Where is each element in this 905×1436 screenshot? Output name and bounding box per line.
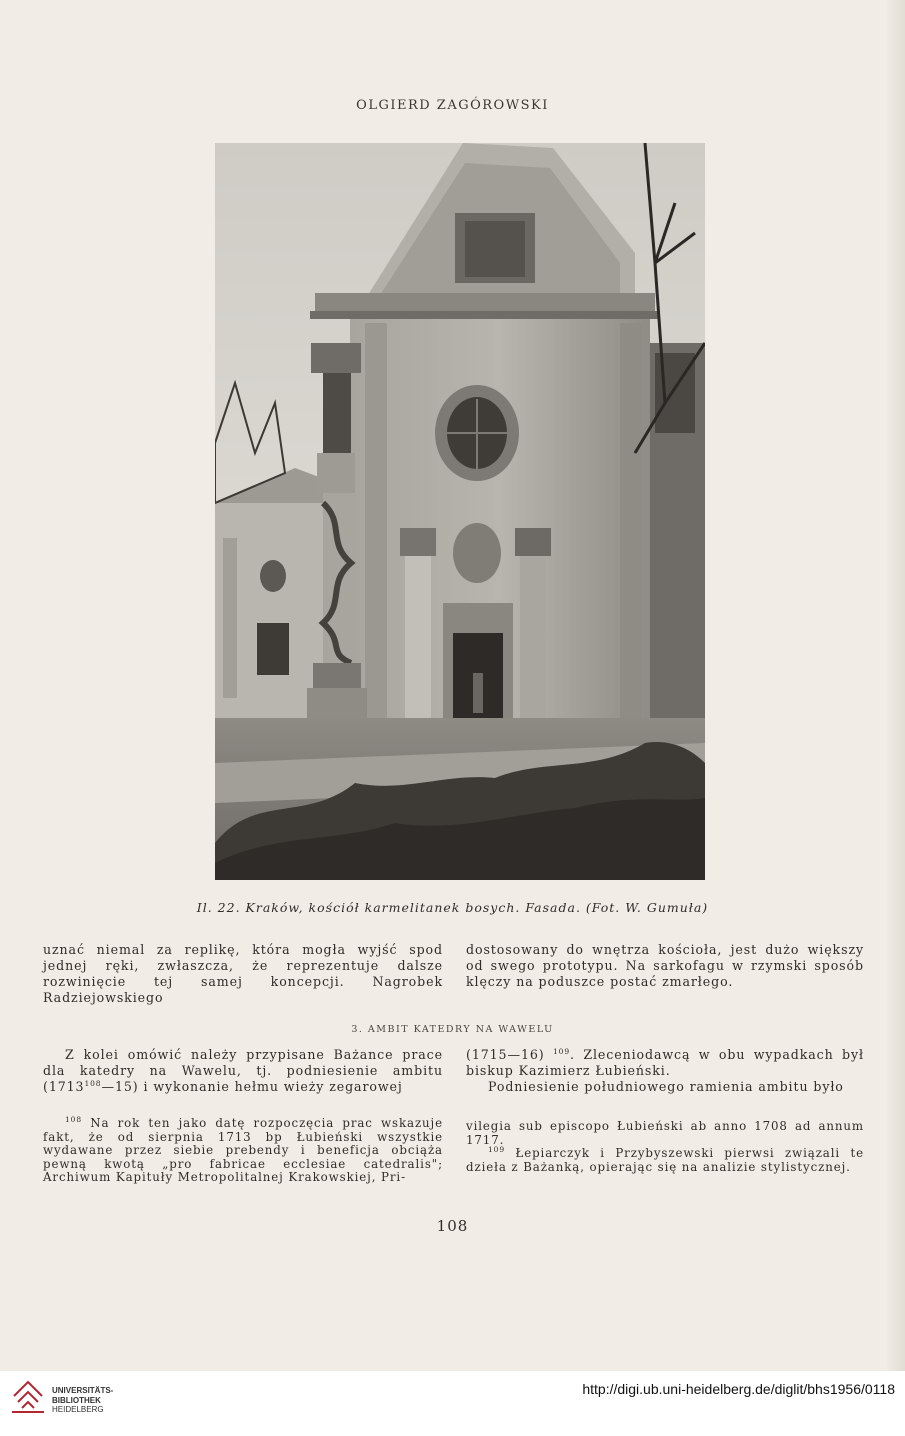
library-name: UNIVERSITÄTS- BIBLIOTHEK HEIDELBERG — [52, 1386, 114, 1414]
page-number: 108 — [436, 1217, 469, 1235]
paragraph: dostosowany do wnętrza kościoła, jest dużo większy od swego prototypu. Na sarkofagu w rzymski sposób klęczy na poduszce postać zmarłego. — [466, 942, 864, 989]
running-head: OLGIERD ZAGÓROWSKI — [356, 98, 549, 113]
footnote-number: 109 — [488, 1145, 506, 1154]
paragraph: uznać niemal za replikę, która mogła wyjść spod jednej ręki, zwłaszcza, że reprezentuje dalsze rozwinięcie tej samej koncepcji. Nagrobek Radziejowskiego — [43, 942, 443, 1005]
footnote-number: 108 — [65, 1115, 83, 1124]
paragraph: Z kolei omówić należy przypisane Bażance prace dla katedry na Wawelu, tj. podniesienie ambitu (1713$^{108}$—15) i wykonanie hełmu wieży zegarowej — [43, 1047, 443, 1094]
footnote-ref: 109 — [553, 1047, 571, 1056]
footnote-text: $^{109}$ Łepiarczyk i Przybyszewski pierwsi związali te dzieła z Bażanką, opierając się na analizie stylistycznej. — [466, 1145, 864, 1174]
footnote-text: $^{108}$ Na rok ten jako datę rozpoczęcia prac wskazuje fakt, że od sierpnia 1713 bp Łubieński wszystkie wydawane przez siebie prebendy i beneficja obciąża pewną kwotą „pro fabricae ecclesiae catedralis"; Archiwum Kapituły Metropolitalnej Krakowskiej, Pri- — [43, 1115, 443, 1184]
footnote-108 — [43, 1117, 443, 1185]
body-left-top — [43, 942, 443, 1006]
body-left-section — [43, 1047, 443, 1095]
body-right-section — [466, 1047, 864, 1095]
paragraph: (1715—16) $^{109}$. Zleceniodawcą w obu wypadkach był biskup Kazimierz Łubieński. — [466, 1047, 865, 1078]
footnote-text: vilegia sub episcopo Łubieński ab anno 1708 ad annum 1717. — [466, 1119, 864, 1147]
footnote-ref: 108 — [84, 1079, 102, 1088]
footnote-108-continued — [466, 1120, 864, 1174]
body-right-top — [466, 942, 864, 990]
figure-caption: Il. 22. Kraków, kościół karmelitanek bosych. Fasada. (Fot. W. Gumuła) — [196, 900, 709, 915]
library-logo-icon — [10, 1378, 46, 1418]
section-heading: 3. AMBIT KATEDRY NA WAWELU — [351, 1024, 554, 1035]
paragraph: Podniesienie południowego ramienia ambitu było — [488, 1079, 844, 1094]
church-facade-photo — [215, 143, 705, 880]
source-url-link[interactable]: http://digi.ub.uni-heidelberg.de/diglit/bhs1956/0118 — [582, 1381, 895, 1397]
